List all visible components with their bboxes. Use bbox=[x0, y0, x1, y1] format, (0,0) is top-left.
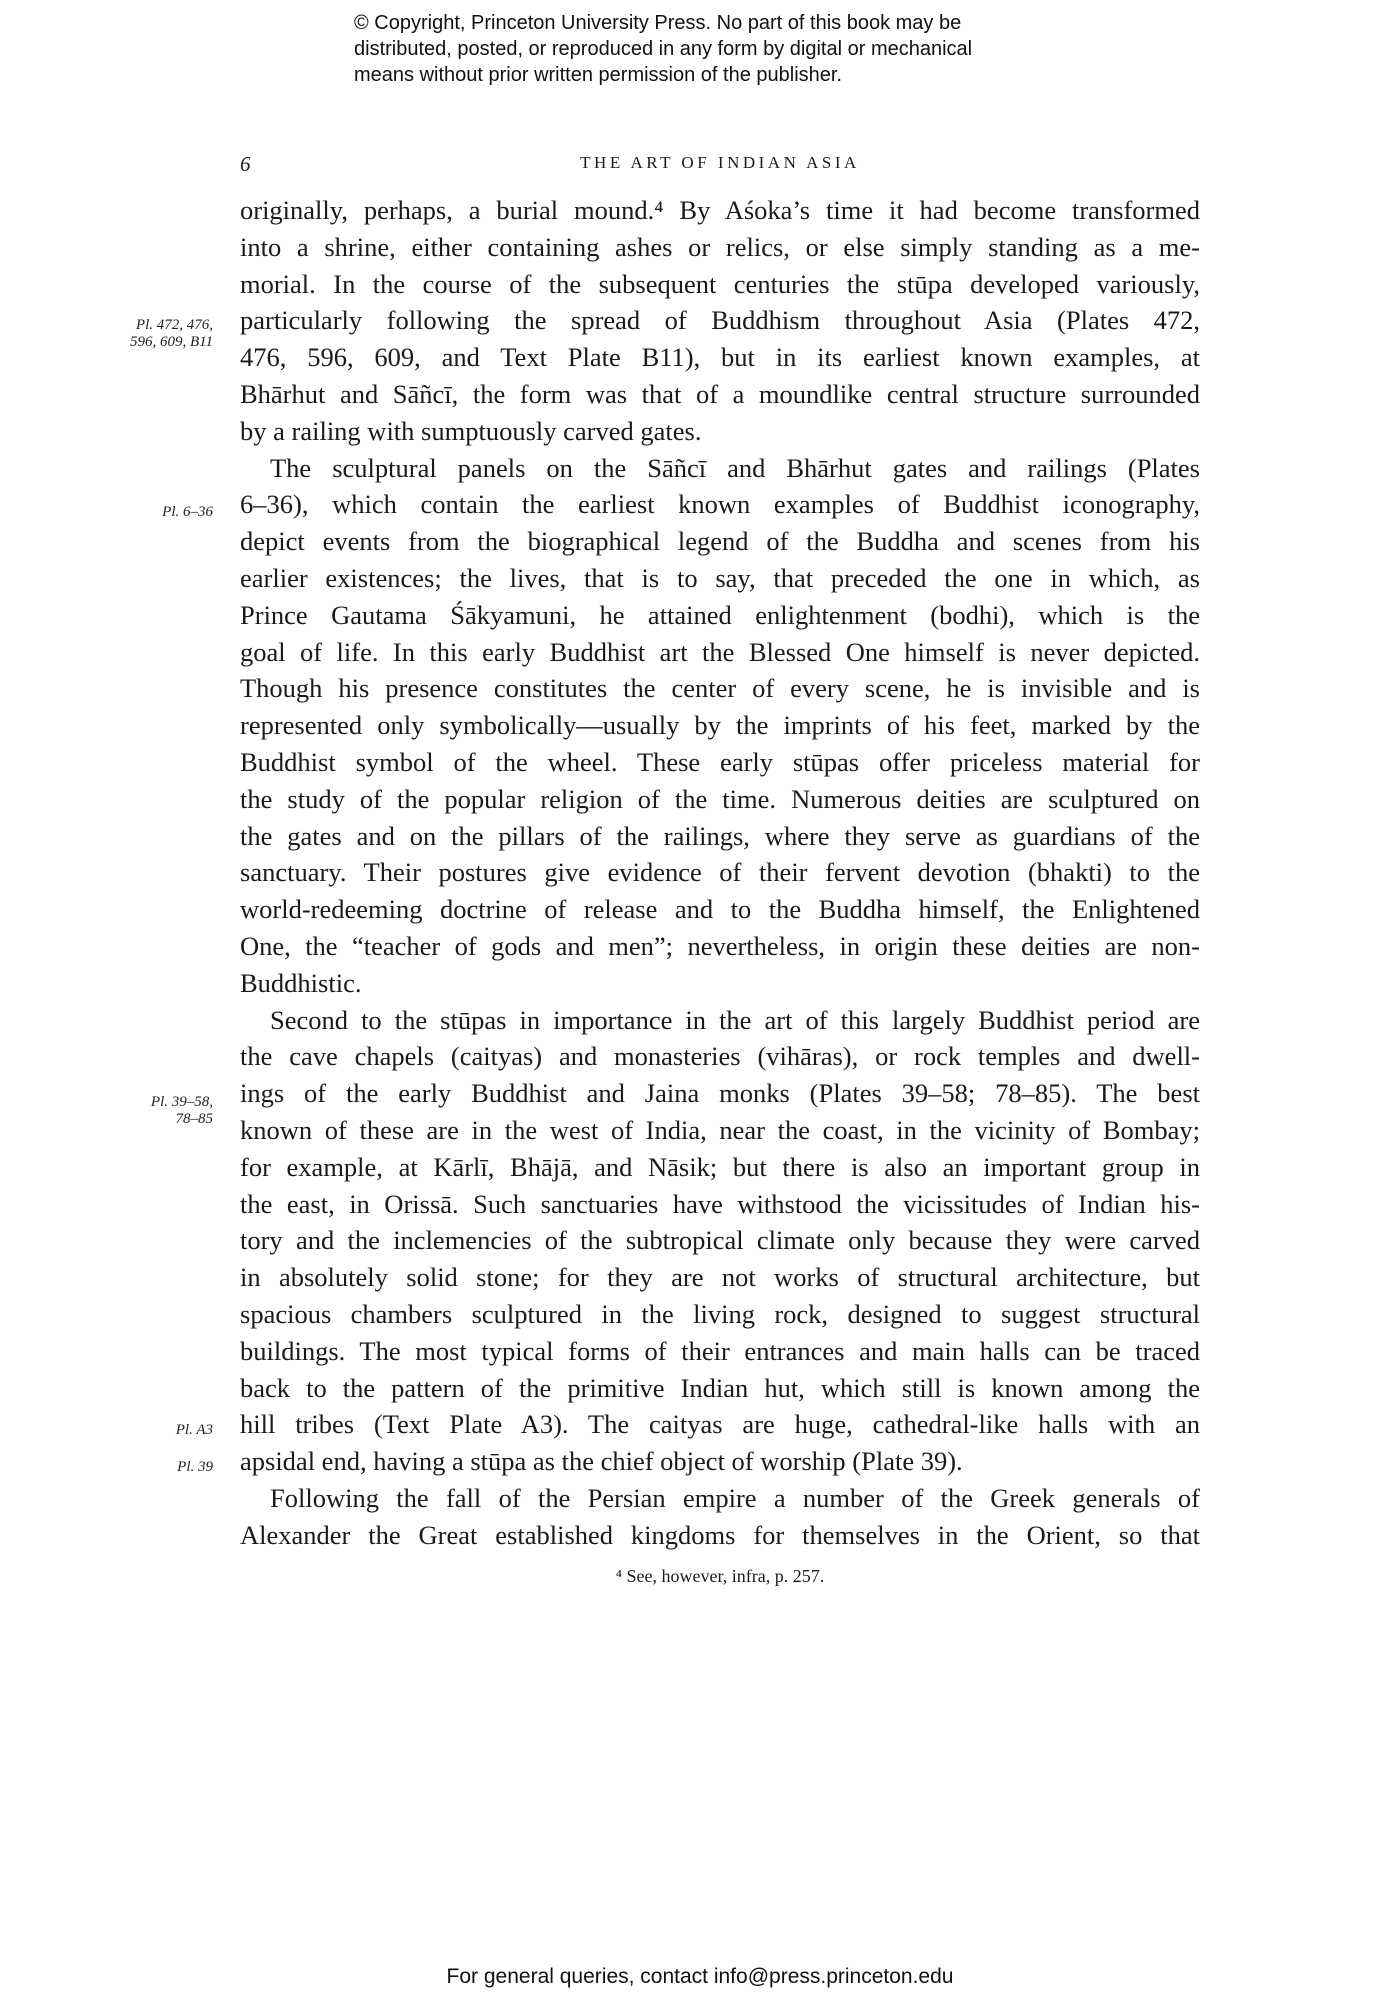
footnote: ⁴ See, however, infra, p. 257. bbox=[615, 1566, 825, 1586]
text-line: for example, at Kārlī, Bhājā, and Nāsik; but there is also an important group in bbox=[240, 1151, 1200, 1182]
text-line: Buddhistic. bbox=[240, 967, 362, 998]
text-line: back to the pattern of the primitive Indian hut, which still is known among the bbox=[240, 1372, 1200, 1403]
margin-note bbox=[98, 1094, 213, 1128]
text-line: the east, in Orissā. Such sanctuaries have withstood the vicissitudes of Indian his- bbox=[240, 1188, 1200, 1219]
text-line: the cave chapels (caityas) and monasteries (vihāras), or rock temples and dwell- bbox=[240, 1041, 1200, 1072]
text-line: Bhārhut and Sāñcī, the form was that of a moundlike central structure surrounded bbox=[240, 378, 1200, 409]
running-head-title: THE ART OF INDIAN ASIA bbox=[580, 153, 860, 172]
margin-note-line: 596, 609, B11 bbox=[129, 334, 213, 350]
margin-note-line: Pl. A3 bbox=[175, 1422, 213, 1438]
text-line: 6–36), which contain the earliest known examples of Buddhist iconography, bbox=[240, 489, 1200, 520]
margin-note-line: Pl. 6–36 bbox=[162, 504, 213, 520]
text-line: in absolutely solid stone; for they are not works of structural architecture, but bbox=[240, 1262, 1200, 1293]
margin-note bbox=[98, 1459, 213, 1476]
copyright-line: © Copyright, Princeton University Press. No part of this book may be bbox=[354, 12, 962, 34]
text-line: ings of the early Buddhist and Jaina monks (Plates 39–58; 78–85). The best bbox=[240, 1078, 1200, 1109]
text-line: Alexander the Great established kingdoms for themselves in the Orient, so that bbox=[240, 1519, 1200, 1550]
text-line: tory and the inclemencies of the subtropical climate only because they were carved bbox=[240, 1225, 1200, 1256]
margin-note bbox=[98, 504, 213, 521]
text-line: morial. In the course of the subsequent centuries the stūpa developed variously, bbox=[240, 268, 1200, 299]
copyright-line: distributed, posted, or reproduced in any form by digital or mechanical bbox=[354, 38, 973, 60]
text-line: into a shrine, either containing ashes or relics, or else simply standing as a me- bbox=[240, 231, 1200, 262]
text-line: known of these are in the west of India, near the coast, in the vicinity of Bombay; bbox=[240, 1114, 1200, 1145]
text-line: the study of the popular religion of the time. Numerous deities are sculptured on bbox=[240, 783, 1200, 814]
margin-note-line: 78–85 bbox=[175, 1111, 213, 1127]
text-line: spacious chambers sculptured in the living rock, designed to suggest structural bbox=[240, 1298, 1200, 1329]
text-line: represented only symbolically—usually by the imprints of his feet, marked by the bbox=[240, 710, 1200, 741]
text-line: Though his presence constitutes the center of every scene, he is invisible and is bbox=[240, 673, 1200, 704]
margin-note bbox=[98, 1422, 213, 1439]
text-line: Prince Gautama Śākyamuni, he attained enlightenment (bodhi), which is the bbox=[240, 599, 1200, 630]
contact-line: For general queries, contact info@press.princeton.edu bbox=[446, 1965, 954, 1988]
text-line: earlier existences; the lives, that is to say, that preceded the one in which, as bbox=[240, 562, 1200, 593]
text-line: depict events from the biographical legend of the Buddha and scenes from his bbox=[240, 526, 1200, 557]
text-line: the gates and on the pillars of the railings, where they serve as guardians of the bbox=[240, 820, 1200, 851]
text-line: 476, 596, 609, and Text Plate B11), but in its earliest known examples, at bbox=[240, 342, 1200, 373]
copyright-line: means without prior written permission of the publisher. bbox=[354, 64, 843, 86]
text-line: The sculptural panels on the Sāñcī and Bhārhut gates and railings (Plates bbox=[270, 452, 1200, 483]
text-line: by a railing with sumptuously carved gates. bbox=[240, 415, 702, 446]
margin-note-line: Pl. 39 bbox=[177, 1459, 213, 1475]
page-number: 6 bbox=[240, 152, 251, 176]
margin-note-line: Pl. 472, 476, bbox=[135, 317, 213, 333]
body-text bbox=[240, 192, 1200, 1553]
text-line: particularly following the spread of Buddhism throughout Asia (Plates 472, bbox=[240, 305, 1200, 336]
text-line: goal of life. In this early Buddhist art the Blessed One himself is never depicted. bbox=[240, 636, 1200, 667]
margin-note-line: Pl. 39–58, bbox=[150, 1094, 213, 1110]
copyright-notice bbox=[354, 10, 1114, 88]
text-line: apsidal end, having a stūpa as the chief object of worship (Plate 39). bbox=[240, 1446, 963, 1477]
text-line: world-redeeming doctrine of release and to the Buddha himself, the Enlightened bbox=[240, 894, 1200, 925]
text-line: Following the fall of the Persian empire a number of the Greek generals of bbox=[270, 1482, 1200, 1513]
text-line: buildings. The most typical forms of their entrances and main halls can be traced bbox=[240, 1335, 1200, 1366]
margin-note bbox=[98, 317, 213, 351]
running-head bbox=[240, 152, 1200, 178]
text-line: Buddhist symbol of the wheel. These early stūpas offer priceless material for bbox=[240, 746, 1200, 777]
text-line: hill tribes (Text Plate A3). The caityas are huge, cathedral-like halls with an bbox=[240, 1409, 1200, 1440]
text-line: One, the “teacher of gods and men”; nevertheless, in origin these deities are non- bbox=[240, 930, 1200, 961]
text-line: originally, perhaps, a burial mound.⁴ By Aśoka’s time it had become transformed bbox=[240, 195, 1200, 225]
text-line: Second to the stūpas in importance in the art of this largely Buddhist period are bbox=[270, 1004, 1200, 1035]
text-line: sanctuary. Their postures give evidence of their fervent devotion (bhakti) to the bbox=[240, 857, 1200, 888]
